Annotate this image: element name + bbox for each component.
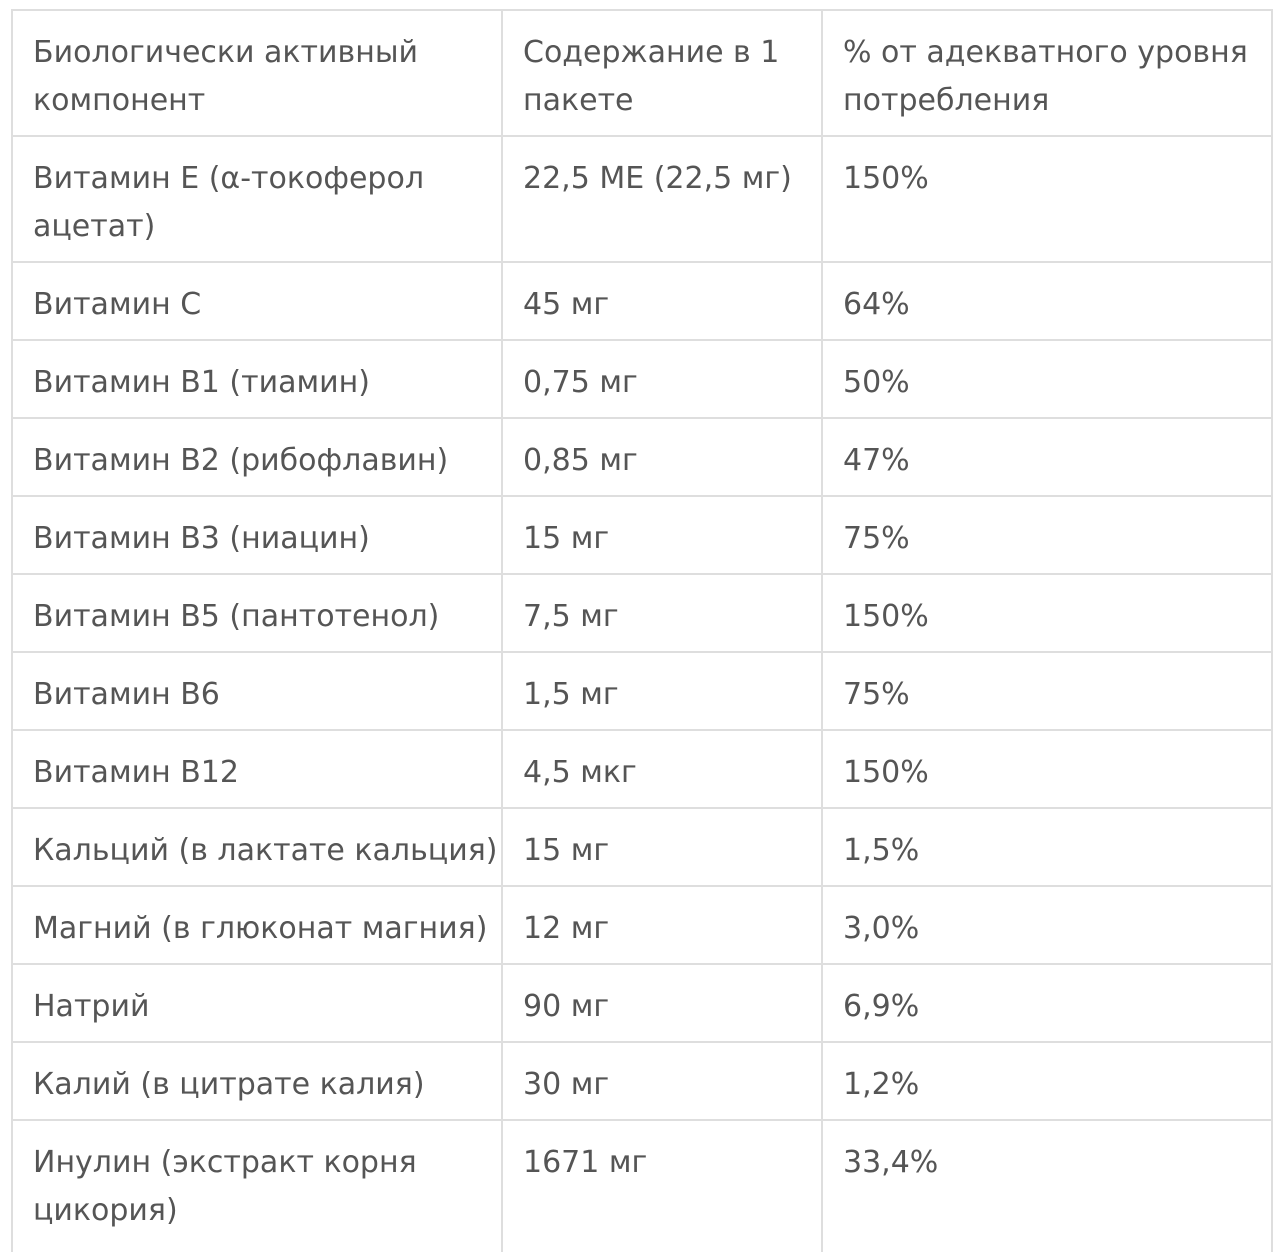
header-percent: % от адекватного уровня потребления — [822, 10, 1272, 136]
cell-percent: 6,9% — [822, 964, 1272, 1042]
cell-component: Витамин В2 (рибофлавин) — [12, 418, 502, 496]
cell-percent: 50% — [822, 340, 1272, 418]
table-row — [12, 574, 1272, 652]
cell-content: 1671 мг — [502, 1120, 822, 1252]
cell-content: 0,75 мг — [502, 340, 822, 418]
cell-content: 4,5 мкг — [502, 730, 822, 808]
cell-component: Инулин (экстракт корня цикория) — [12, 1120, 502, 1252]
cell-percent: 47% — [822, 418, 1272, 496]
cell-content: 7,5 мг — [502, 574, 822, 652]
table-row — [12, 730, 1272, 808]
cell-component: Магний (в глюконат магния) — [12, 886, 502, 964]
table-row — [12, 652, 1272, 730]
table-row — [12, 886, 1272, 964]
header-content: Содержание в 1 пакете — [502, 10, 822, 136]
cell-component: Витамин В5 (пантотенол) — [12, 574, 502, 652]
cell-percent: 75% — [822, 652, 1272, 730]
cell-content: 15 мг — [502, 808, 822, 886]
table-row — [12, 340, 1272, 418]
table-header-row — [12, 10, 1272, 136]
cell-content: 1,5 мг — [502, 652, 822, 730]
cell-component: Натрий — [12, 964, 502, 1042]
header-component: Биологически активный компонент — [12, 10, 502, 136]
cell-component: Витамин С — [12, 262, 502, 340]
table-row — [12, 136, 1272, 262]
cell-percent: 150% — [822, 136, 1272, 262]
cell-content: 15 мг — [502, 496, 822, 574]
cell-percent: 150% — [822, 574, 1272, 652]
table-row — [12, 262, 1272, 340]
cell-content: 90 мг — [502, 964, 822, 1042]
cell-percent: 3,0% — [822, 886, 1272, 964]
table-row — [12, 496, 1272, 574]
cell-component: Витамин В1 (тиамин) — [12, 340, 502, 418]
cell-component: Витамин В3 (ниацин) — [12, 496, 502, 574]
table-row — [12, 1042, 1272, 1120]
cell-percent: 64% — [822, 262, 1272, 340]
cell-percent: 1,2% — [822, 1042, 1272, 1120]
table-row — [12, 1120, 1272, 1252]
cell-content: 0,85 мг — [502, 418, 822, 496]
cell-content: 12 мг — [502, 886, 822, 964]
cell-content: 30 мг — [502, 1042, 822, 1120]
cell-component: Кальций (в лактате кальция) — [12, 808, 502, 886]
cell-component: Витамин В12 — [12, 730, 502, 808]
cell-percent: 75% — [822, 496, 1272, 574]
table-row — [12, 808, 1272, 886]
cell-percent: 1,5% — [822, 808, 1272, 886]
cell-component: Витамин В6 — [12, 652, 502, 730]
cell-content: 22,5 МЕ (22,5 мг) — [502, 136, 822, 262]
cell-component: Витамин Е (α-токоферол ацетат) — [12, 136, 502, 262]
cell-content: 45 мг — [502, 262, 822, 340]
table-row — [12, 418, 1272, 496]
cell-component: Калий (в цитрате калия) — [12, 1042, 502, 1120]
cell-percent: 33,4% — [822, 1120, 1272, 1252]
table-row — [12, 964, 1272, 1042]
nutrition-table — [11, 9, 1273, 1252]
cell-percent: 150% — [822, 730, 1272, 808]
